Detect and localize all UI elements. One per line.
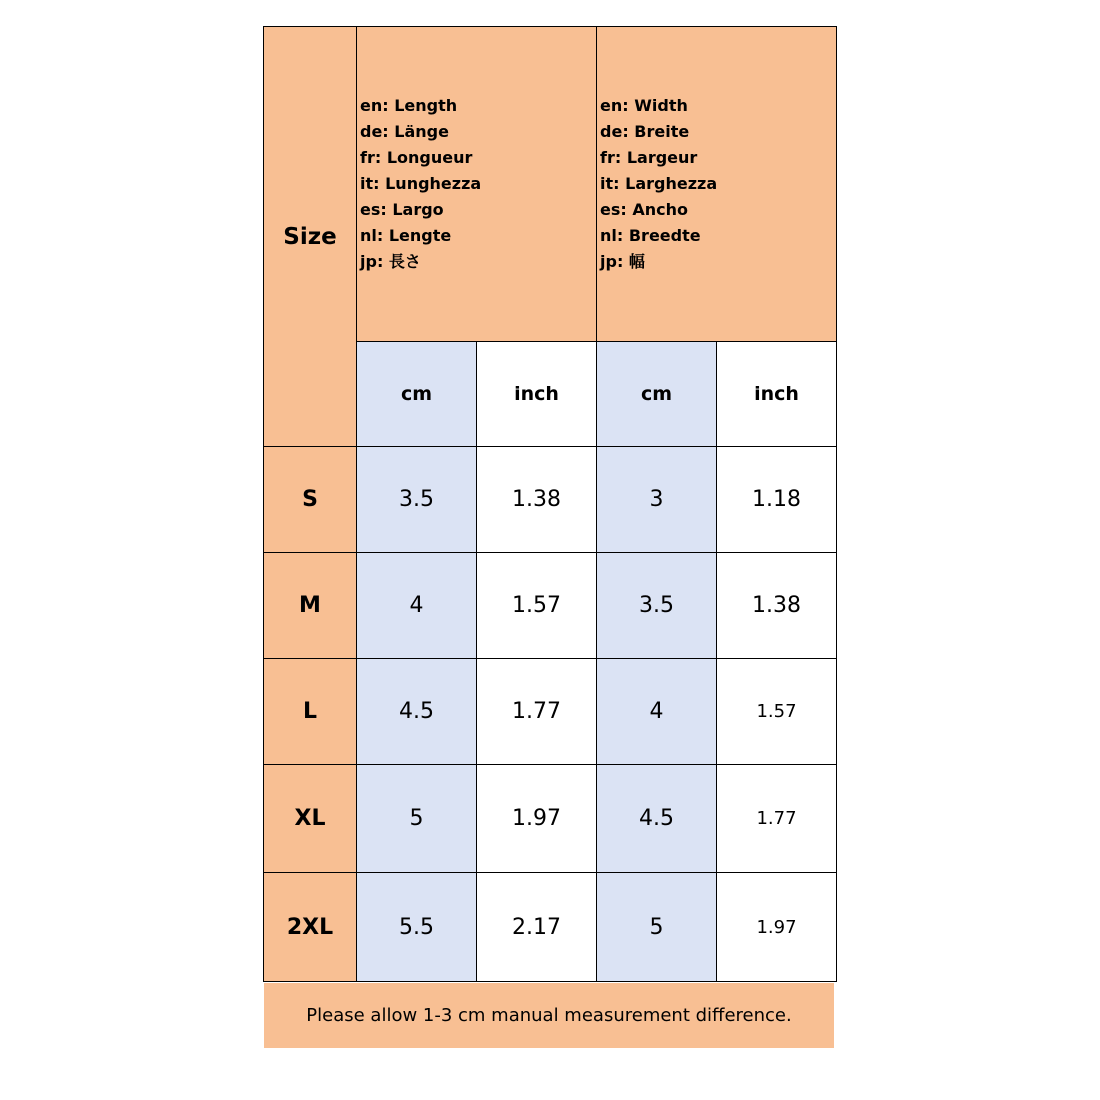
length-label-es: es: Largo	[360, 200, 444, 219]
length-cm-cell: 3.5	[357, 447, 477, 553]
size-cell: S	[264, 447, 357, 553]
width-label-jp: jp: 幅	[600, 252, 645, 271]
table-row	[264, 659, 837, 765]
length-header	[357, 27, 597, 342]
size-header: Size	[264, 27, 357, 447]
size-table	[263, 26, 837, 982]
width-label-en: en: Width	[600, 96, 688, 115]
table-row	[264, 447, 837, 553]
width-inch-cell: 1.57	[717, 659, 837, 765]
length-cm-cell: 4.5	[357, 659, 477, 765]
length-cm-cell: 4	[357, 553, 477, 659]
length-inch-cell: 1.77	[477, 659, 597, 765]
width-cm-cell: 3.5	[597, 553, 717, 659]
width-inch-cell: 1.97	[717, 873, 837, 982]
header-row	[264, 27, 837, 342]
width-inch-unit: inch	[717, 342, 837, 447]
length-cm-cell: 5.5	[357, 873, 477, 982]
width-label-list	[600, 93, 836, 275]
length-inch-unit: inch	[477, 342, 597, 447]
table-row	[264, 765, 837, 873]
size-cell: M	[264, 553, 357, 659]
size-cell: XL	[264, 765, 357, 873]
length-label-list	[360, 93, 596, 275]
length-cm-unit: cm	[357, 342, 477, 447]
width-label-fr: fr: Largeur	[600, 148, 698, 167]
width-cm-cell: 4	[597, 659, 717, 765]
width-label-nl: nl: Breedte	[600, 226, 701, 245]
width-cm-cell: 3	[597, 447, 717, 553]
length-label-it: it: Lunghezza	[360, 174, 482, 193]
length-label-en: en: Length	[360, 96, 458, 115]
width-inch-cell: 1.38	[717, 553, 837, 659]
table-row	[264, 553, 837, 659]
width-inch-cell: 1.18	[717, 447, 837, 553]
length-inch-cell: 1.38	[477, 447, 597, 553]
size-chart	[263, 26, 836, 982]
width-label-de: de: Breite	[600, 122, 690, 141]
measurement-note: Please allow 1-3 cm manual measurement difference.	[264, 983, 834, 1048]
size-cell: 2XL	[264, 873, 357, 982]
length-inch-cell: 2.17	[477, 873, 597, 982]
size-cell: L	[264, 659, 357, 765]
width-header	[597, 27, 837, 342]
length-inch-cell: 1.97	[477, 765, 597, 873]
length-label-de: de: Länge	[360, 122, 449, 141]
length-label-nl: nl: Lengte	[360, 226, 452, 245]
width-label-es: es: Ancho	[600, 200, 688, 219]
length-cm-cell: 5	[357, 765, 477, 873]
length-inch-cell: 1.57	[477, 553, 597, 659]
width-label-it: it: Larghezza	[600, 174, 718, 193]
table-row	[264, 873, 837, 982]
width-cm-unit: cm	[597, 342, 717, 447]
length-label-jp: jp: 長さ	[360, 252, 421, 271]
width-cm-cell: 4.5	[597, 765, 717, 873]
width-inch-cell: 1.77	[717, 765, 837, 873]
width-cm-cell: 5	[597, 873, 717, 982]
length-label-fr: fr: Longueur	[360, 148, 473, 167]
